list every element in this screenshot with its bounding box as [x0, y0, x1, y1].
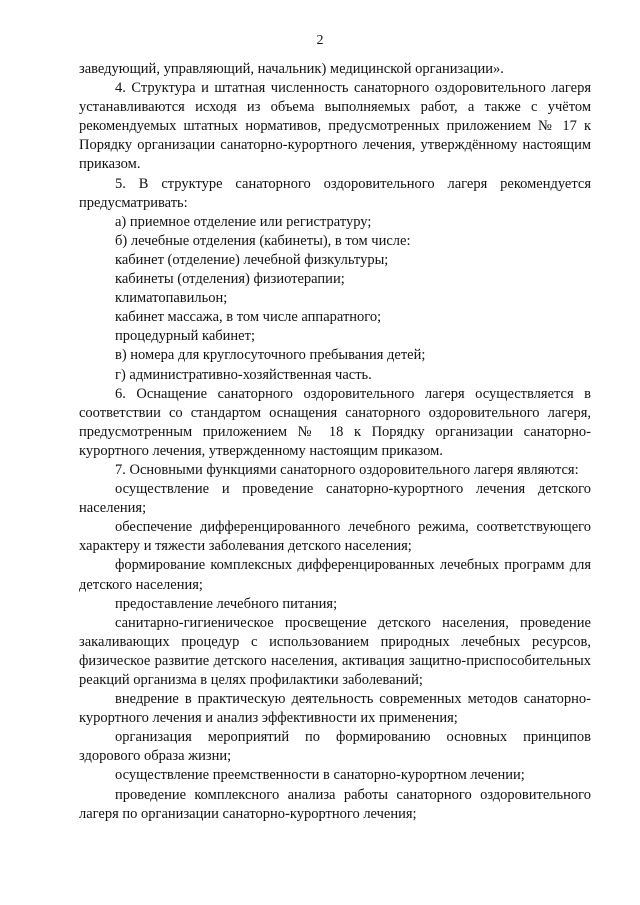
paragraph: санитарно-гигиеническое просвещение детского населения, проведение закаливающих процедур с использованием природных лечебных ресурсов, физическое развитие детского населения, активация защитно-приспособительных реакций организма в целях профилактики заболеваний;: [79, 614, 591, 688]
paragraph: формирование комплексных дифференцированных лечебных программ для детского населения;: [79, 557, 591, 593]
paragraph: 6. Оснащение санаторного оздоровительного лагеря осуществляется в соответствии со стандартом оснащения санаторного оздоровительного лагеря, предусмотренным приложением № 18 к Порядку организации санаторно-курортного лечения, утвержденному настоящим приказом.: [79, 385, 591, 459]
paragraph: а) приемное отделение или регистратуру;: [115, 213, 372, 230]
paragraph: г) административно-хозяйственная часть.: [115, 366, 372, 383]
paragraph: организация мероприятий по формированию основных принципов здорового образа жизни;: [79, 729, 591, 765]
paragraph: б) лечебные отделения (кабинеты), в том числе:: [115, 232, 411, 249]
paragraph: в) номера для круглосуточного пребывания детей;: [115, 347, 426, 364]
paragraph: осуществление преемственности в санаторно-курортном лечении;: [115, 767, 525, 784]
page-number: 2: [316, 33, 324, 48]
paragraph: осуществление и проведение санаторно-курортного лечения детского населения;: [79, 481, 591, 517]
paragraph: климатопавильон;: [115, 290, 228, 307]
paragraph: процедурный кабинет;: [115, 328, 255, 345]
paragraph: предоставление лечебного питания;: [115, 595, 338, 612]
paragraph: кабинет массажа, в том числе аппаратного;: [115, 309, 382, 326]
paragraph: проведение комплексного анализа работы санаторного оздоровительного лагеря по организации санаторно-курортного лечения;: [79, 786, 591, 822]
paragraph: 4. Структура и штатная численность санаторного оздоровительного лагеря устанавливаются исходя из объема выполняемых работ, а также с учётом рекомендуемых штатных нормативов, предусмотренных приложением № 17 к Порядку организации санаторно-курортного лечения, утверждённому настоящим приказом.: [79, 80, 591, 173]
paragraph: 5. В структуре санаторного оздоровительного лагеря рекомендуется предусматривать:: [79, 175, 591, 211]
paragraph: обеспечение дифференцированного лечебного режима, соответствующего характеру и тяжести заболевания детского населения;: [79, 519, 591, 555]
paragraph: заведующий, управляющий, начальник) медицинской организации».: [79, 61, 504, 77]
paragraph: 7. Основными функциями санаторного оздоровительного лагеря являются:: [115, 461, 579, 478]
document-body: [79, 60, 591, 824]
paragraph: кабинеты (отделения) физиотерапии;: [115, 271, 345, 288]
paragraph: внедрение в практическую деятельность современных методов санаторно-курортного лечения и анализ эффективности их применения;: [79, 691, 591, 727]
paragraph: кабинет (отделение) лечебной физкультуры;: [115, 251, 389, 268]
